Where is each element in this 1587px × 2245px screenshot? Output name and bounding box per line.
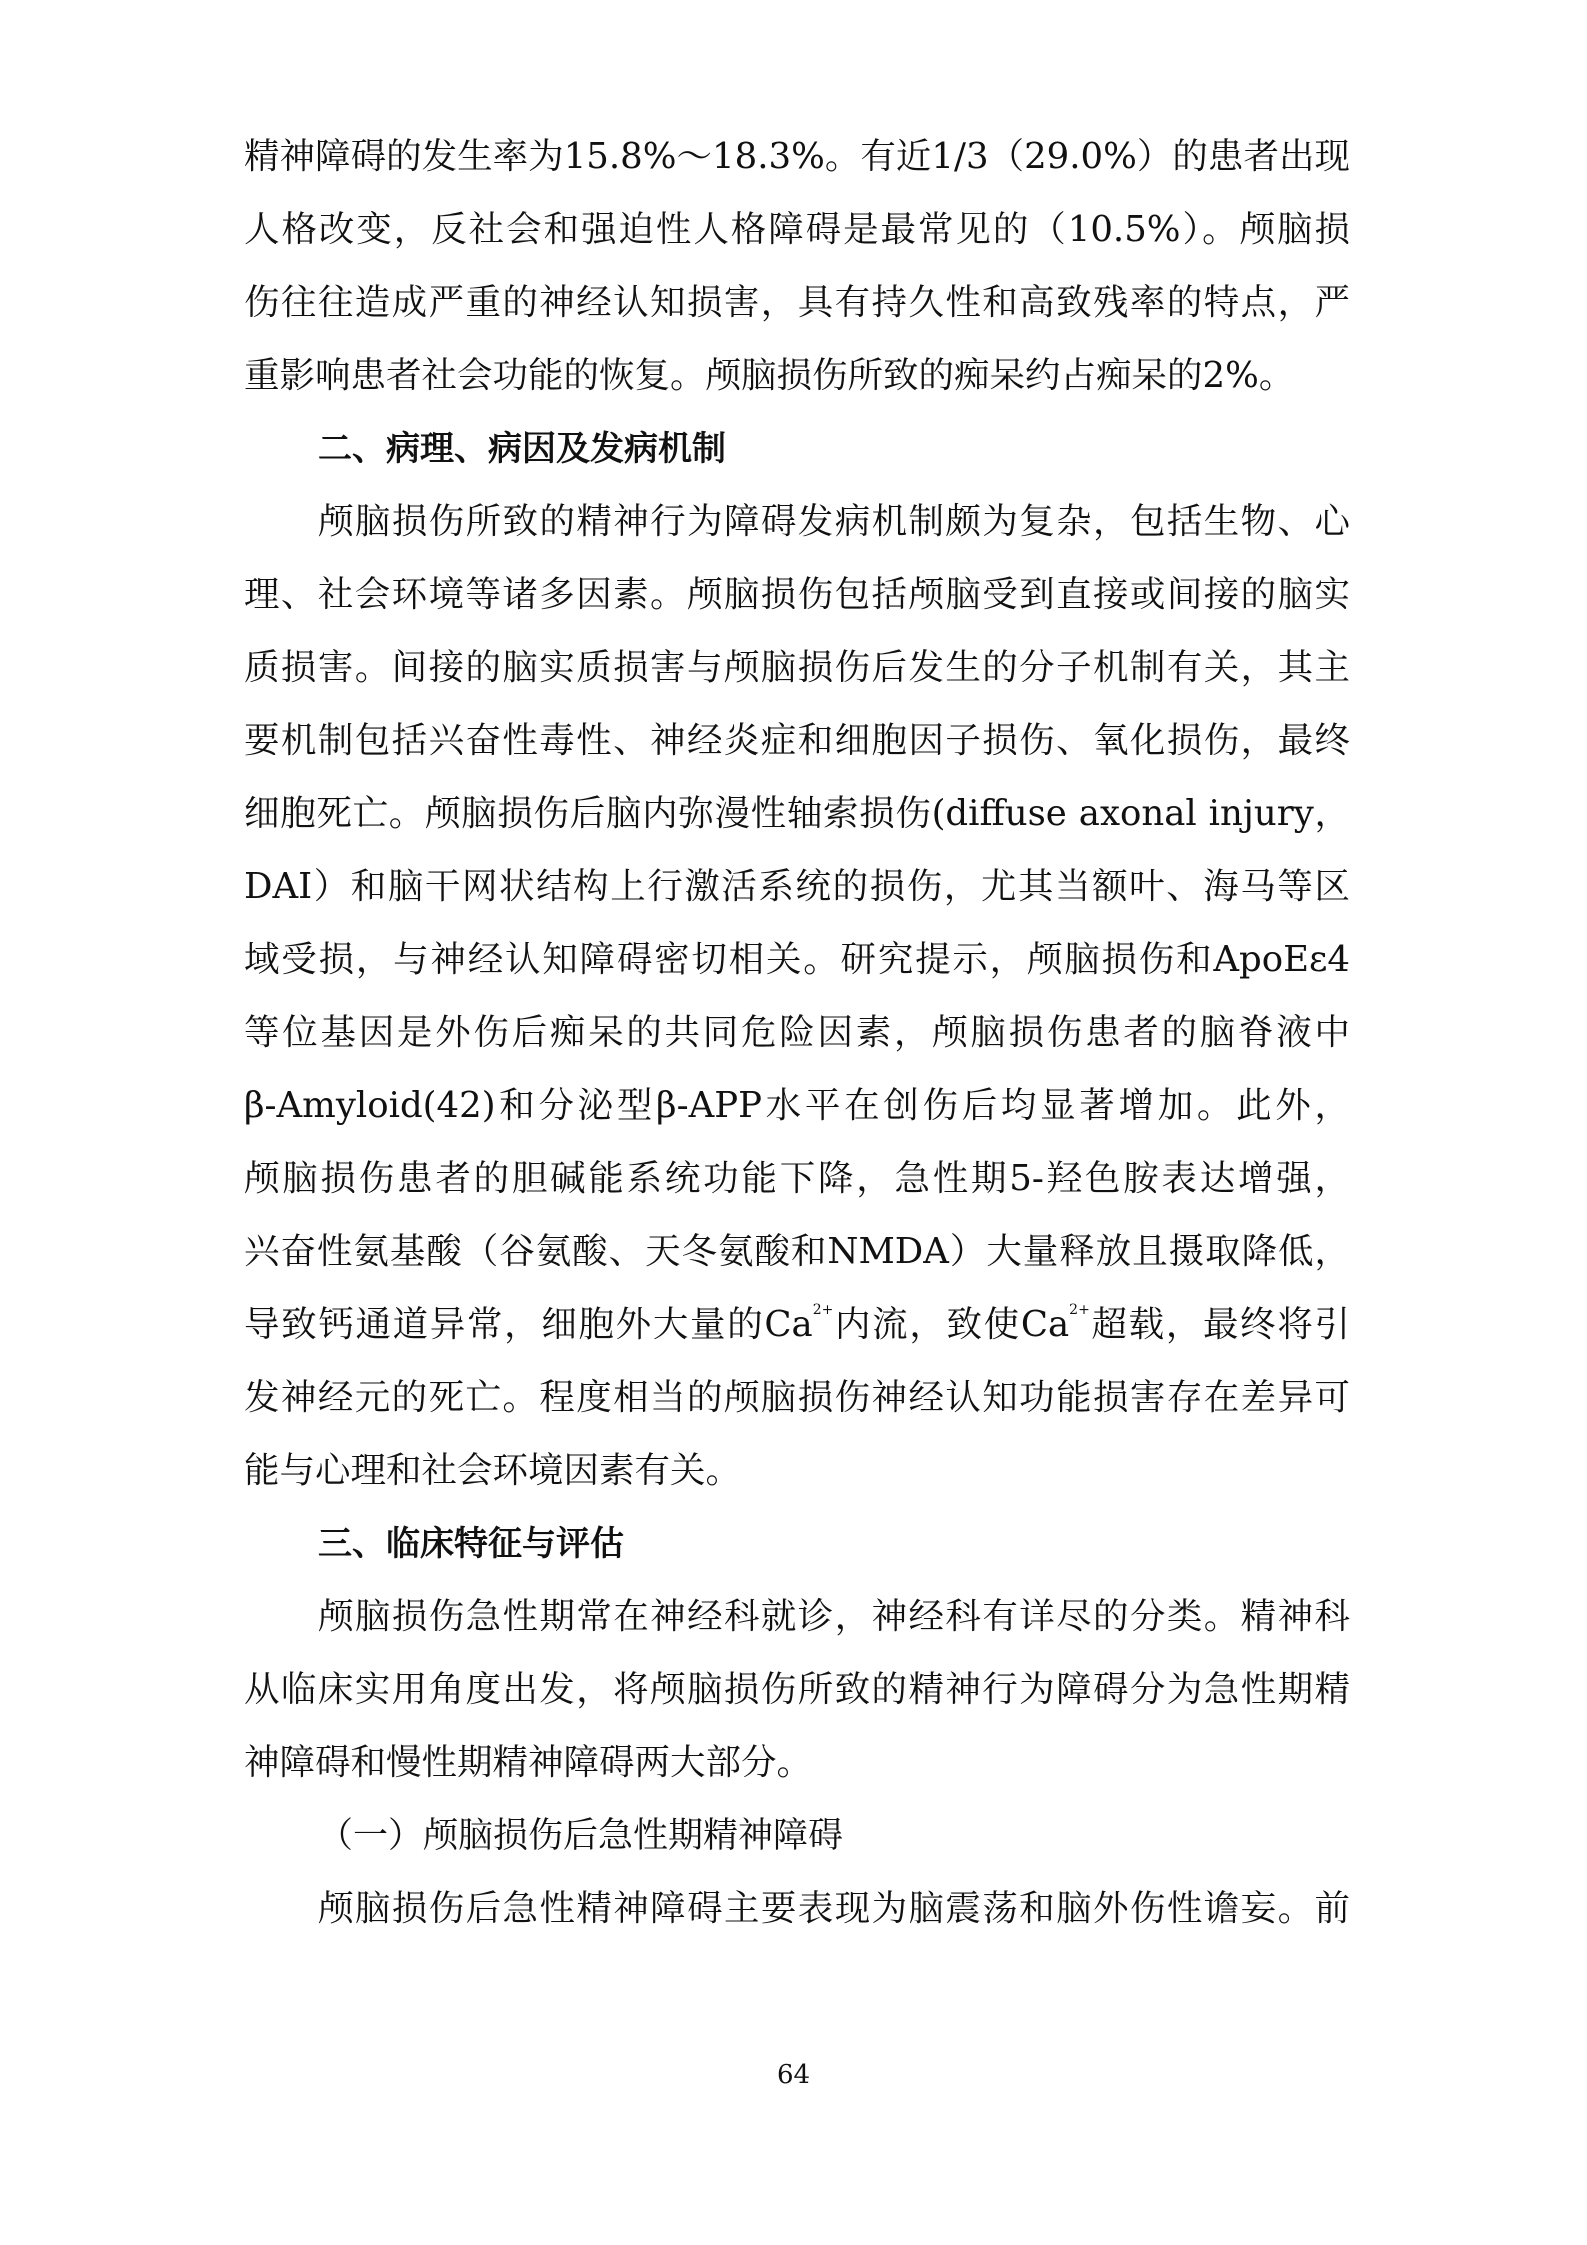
paragraph-1-line-4: 重影响患者社会功能的恢复。颅脑损伤所致的痴呆约占痴呆的2%。 xyxy=(244,355,1295,396)
paragraph-2-line-7: 域受损，与神经认知障碍密切相关。研究提示，颅脑损伤和ApoEε4 xyxy=(244,939,1350,980)
paragraph-2-line-6: DAI）和脑干网状结构上行激活系统的损伤，尤其当额叶、海马等区 xyxy=(244,866,1350,907)
paragraph-3-line-3: 神障碍和慢性期精神障碍两大部分。 xyxy=(244,1742,813,1783)
paragraph-2-line-2: 理、社会环境等诸多因素。颅脑损伤包括颅脑受到直接或间接的脑实 xyxy=(244,574,1350,615)
text-segment: 超载，最终将引 xyxy=(1089,1304,1350,1345)
section-heading-2: 二、病理、病因及发病机制 xyxy=(318,429,726,469)
superscript: 2+ xyxy=(812,1302,834,1318)
text-segment: 内流，致使Ca xyxy=(833,1304,1070,1345)
paragraph-4-line-1: 颅脑损伤后急性精神障碍主要表现为脑震荡和脑外伤性谵妄。前 xyxy=(318,1888,1350,1929)
paragraph-2-line-11: 兴奋性氨基酸（谷氨酸、天冬氨酸和NMDA）大量释放且摄取降低， xyxy=(244,1231,1350,1272)
section-heading-3: 三、临床特征与评估 xyxy=(318,1524,624,1564)
text-segment: 导致钙通道异常，细胞外大量的Ca xyxy=(244,1304,813,1345)
paragraph-2-line-10: 颅脑损伤患者的胆碱能系统功能下降，急性期5-羟色胺表达增强， xyxy=(244,1158,1350,1199)
paragraph-3-line-2: 从临床实用角度出发，将颅脑损伤所致的精神行为障碍分为急性期精 xyxy=(244,1669,1350,1710)
superscript: 2+ xyxy=(1069,1302,1090,1318)
paragraph-2-line-13: 发神经元的死亡。程度相当的颅脑损伤神经认知功能损害存在差异可 xyxy=(244,1377,1350,1418)
subsection-heading-1: （一）颅脑损伤后急性期精神障碍 xyxy=(318,1816,844,1856)
paragraph-2-line-9: β-Amyloid(42)和分泌型β-APP水平在创伤后均显著增加。此外， xyxy=(244,1085,1350,1126)
paragraph-2-line-5: 细胞死亡。颅脑损伤后脑内弥漫性轴索损伤(diffuse axonal injury， xyxy=(244,793,1350,834)
paragraph-2-line-14: 能与心理和社会环境因素有关。 xyxy=(244,1450,742,1491)
paragraph-2-line-1: 颅脑损伤所致的精神行为障碍发病机制颇为复杂，包括生物、心 xyxy=(318,501,1350,542)
paragraph-2-line-12 xyxy=(244,1295,1350,1355)
paragraph-3-line-1: 颅脑损伤急性期常在神经科就诊，神经科有详尽的分类。精神科 xyxy=(318,1596,1350,1637)
page-number: 64 xyxy=(776,2060,811,2090)
paragraph-2-line-3: 质损害。间接的脑实质损害与颅脑损伤后发生的分子机制有关，其主 xyxy=(244,647,1350,688)
paragraph-1-line-2: 人格改变，反社会和强迫性人格障碍是最常见的（10.5%）。颅脑损 xyxy=(244,209,1350,250)
paragraph-2-line-4: 要机制包括兴奋性毒性、神经炎症和细胞因子损伤、氧化损伤，最终 xyxy=(244,720,1350,761)
paragraph-1-line-1: 精神障碍的发生率为15.8%～18.3%。有近1/3（29.0%）的患者出现 xyxy=(244,136,1350,177)
paragraph-1-line-3: 伤往往造成严重的神经认知损害，具有持久性和高致残率的特点，严 xyxy=(244,282,1350,323)
paragraph-2-line-8: 等位基因是外伤后痴呆的共同危险因素，颅脑损伤患者的脑脊液中 xyxy=(244,1012,1350,1053)
